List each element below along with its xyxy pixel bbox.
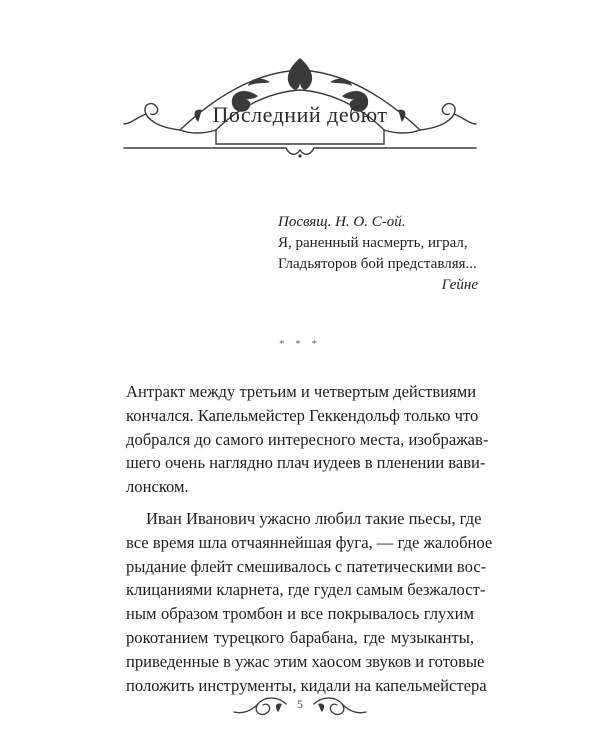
paragraph-2-line: клицаниями кларнета, где гудел самым безжалост-	[126, 580, 486, 600]
page-number: 5	[297, 697, 303, 711]
paragraph-2-line: ным образом тромбон и все покрывалось глухим	[126, 604, 474, 624]
paragraph-2-line: приведенные в ужас этим хаосом звуков и готовые	[126, 651, 485, 671]
paragraph-1-line: кончался. Капельмейстер Геккендольф только что	[126, 405, 479, 425]
paragraph-2-line: рыдание флейт смешивалось с патетическими вос-	[126, 556, 487, 576]
body-text	[126, 380, 493, 697]
epigraph-dedication: Посвящ. Н. О. С-ой.	[278, 214, 406, 230]
section-separator: * * *	[279, 338, 321, 350]
chapter-title: Последний дебют	[212, 102, 388, 127]
epigraph-line: Гладьяторов бой представляя...	[278, 256, 477, 272]
paragraph-1-line: лонском.	[126, 477, 189, 497]
epigraph-author: Гейне	[441, 277, 478, 293]
epigraph	[278, 212, 478, 296]
paragraph-1-line: шего очень наглядно плач иудеев в пленении вави-	[126, 453, 486, 473]
epigraph-line: Я, раненный насмерть, играл,	[278, 235, 468, 251]
paragraph-2-line: все время шла отчаяннейшая фуга, — где жалобное	[126, 532, 493, 552]
paragraph-2-line: рокотанием турецкого барабана, где музыканты,	[126, 627, 474, 647]
paragraph-1-line: Антракт между третьим и четвертым действиями	[126, 382, 477, 401]
paragraph-2-line: положить инструменты, кидали на капельмейстера	[126, 675, 487, 695]
paragraph-1-line: добрался до самого интересного места, изображав-	[126, 429, 489, 449]
paragraph-2-line: Иван Иванович ужасно любил такие пьесы, где	[146, 508, 482, 528]
